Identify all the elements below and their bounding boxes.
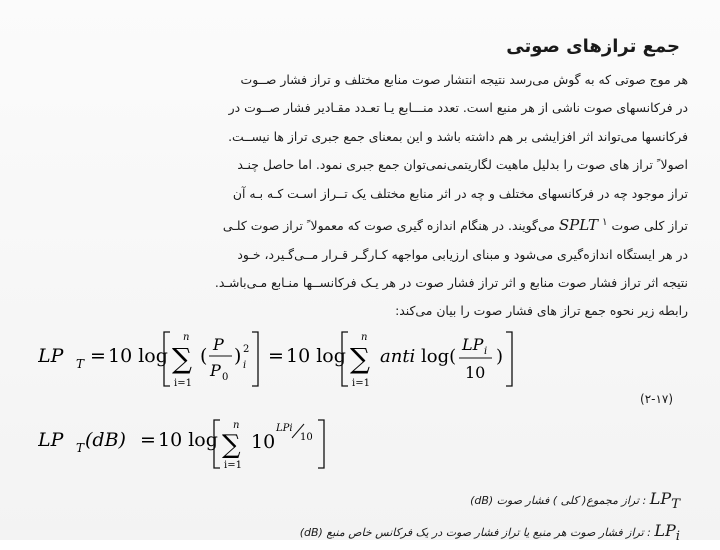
- eq2-lhs-unit: (dB): [85, 429, 126, 451]
- paragraph-line: فرکانسها می‌تواند اثر افزایشی بر هم داشته باشد و این بمعنای جمع جبری تراز ها نیســت.: [228, 128, 688, 144]
- eq1-lhs: LP: [38, 345, 64, 367]
- eq2-base: 10: [251, 431, 276, 453]
- eq2-coef: 10 log: [158, 429, 218, 451]
- eq2-lhs-sub: T: [76, 441, 85, 455]
- eq2-exp-num: LPi: [276, 423, 293, 434]
- eq1-coef: 10 log: [108, 345, 168, 367]
- paragraph-line: رابطه زیر نحوه جمع تراز های فشار صوت را بیان می‌کند:: [395, 303, 688, 319]
- equation-total-level-db: [38, 418, 358, 470]
- definition-symbol: $LP_T$: [649, 489, 680, 513]
- splt-mid: می‌گویند.: [508, 218, 555, 234]
- definition-text: : تراز مجموع( کلی ) فشار صوت (dB): [470, 494, 647, 507]
- paragraph-line: در فرکانسهای صوت ناشی از هر منبع است. تعدد منـــابع یـا تعـدد مقـادیر فشار صــوت در: [228, 100, 688, 116]
- eq1-idx: i: [243, 360, 247, 371]
- paragraph-line: در هنگام اندازه گیری صوت که معمولا ً تراز صوت کلـی: [222, 218, 505, 234]
- eq1-close: ): [496, 346, 504, 367]
- eq1-frac-num: P: [213, 335, 224, 354]
- eq1-log: log(: [421, 346, 457, 367]
- definition-row: [300, 518, 680, 550]
- equation-number: (۲-۱۷): [640, 392, 674, 406]
- eq1-sum2-lower: i=1: [352, 378, 370, 389]
- paragraph-line: اصولا ً تراز های صوت را بدلیل ماهیت لگاریتمی‌نمی‌توان جمع جبری نمود. اما حاصل چنـد: [237, 157, 688, 173]
- sigma-icon: ∑: [222, 430, 241, 460]
- section-heading: جمع ترازهای صوتی: [506, 36, 680, 57]
- eq1-lp-den: 10: [465, 363, 486, 382]
- splt-prefix: تراز کلی صوت: [611, 218, 688, 234]
- eq1-exp: 2: [243, 344, 250, 355]
- body-paragraph: [36, 66, 688, 326]
- paragraph-line: در هر ایستگاه اندازه‌گیری می‌شود و مبنای ارزیابی مواجهه کـارگـر قـرار مــی‌گـیرد، خـود: [237, 246, 688, 262]
- equation-total-level: [38, 328, 558, 390]
- eq1-sum2-upper: n: [361, 332, 368, 343]
- eq1-coef-2: 10 log: [286, 345, 346, 367]
- svg-text:=: =: [268, 345, 284, 367]
- eq2-lhs: LP: [38, 429, 64, 451]
- eq2-sum-upper: n: [233, 420, 240, 431]
- eq1-sum-upper: n: [183, 332, 190, 343]
- svg-text:=: =: [90, 345, 106, 367]
- symbol-definitions: [300, 486, 680, 550]
- definition-text: : تراز فشار صوت هر منبع یا تراز فشار صوت در یک فرکانس خاص منبع (dB): [299, 526, 651, 540]
- definition-row: [300, 486, 680, 518]
- eq2-sum-lower: i=1: [224, 460, 242, 470]
- paragraph-line: نتیجه اثر تراز فشار صوت منابع و اثر تراز فشار صوت در هر یـک فرکانســها منـابع مـی‌باشـد.: [214, 274, 688, 290]
- splt-symbol: SPLT: [558, 216, 599, 235]
- paragraph-line: هر موج صوتی که به گوش می‌رسد نتیجه انتشار صوت منابع مختلف و تراز فشار صــوت: [240, 72, 688, 87]
- eq2-exp-den: 10: [300, 432, 313, 443]
- splt-footnote: ۱: [601, 216, 608, 229]
- eq1-lp-num-sub: i: [484, 346, 488, 357]
- sigma-icon: ∑: [172, 342, 192, 375]
- paragraph-line: تراز موجود چه در فرکانسهای مختلف و چه در اثر منابع مختلف یک تــراز اسـت کـه بـه آن: [232, 185, 688, 201]
- eq1-lhs-sub: T: [76, 357, 85, 371]
- eq1-anti: anti: [380, 346, 416, 367]
- definition-symbol: $LP_i$: [654, 521, 680, 545]
- svg-text:): ): [234, 345, 242, 367]
- eq1-frac-den: P: [210, 361, 221, 380]
- eq1-frac-den-sub: 0: [222, 372, 229, 383]
- paragraph-line-splt: [36, 208, 688, 241]
- eq1-sum-lower: i=1: [174, 378, 192, 389]
- svg-text:(: (: [200, 345, 208, 367]
- eq1-lp-num: LP: [462, 335, 484, 354]
- svg-text:=: =: [140, 429, 156, 451]
- sigma-icon: ∑: [350, 342, 370, 375]
